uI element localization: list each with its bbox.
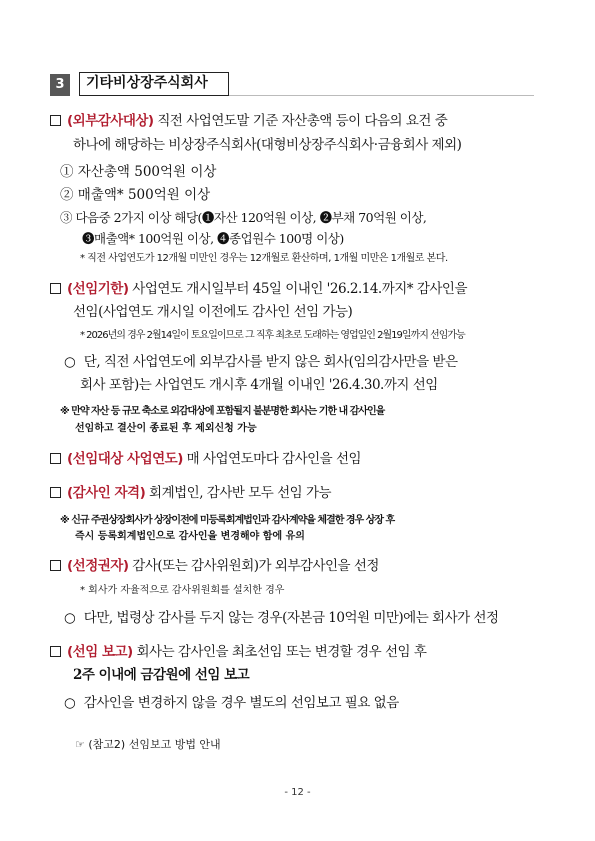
item2-tag: (선임기한) [67,281,129,297]
item5-footnote: * 회사가 자율적으로 감사위원회를 설치한 경우 [80,585,285,596]
item5-sub-text: 다만, 법령상 감사를 두지 않는 경우(자본금 10억원 미만)에는 회사가 선정 [83,610,499,626]
item6-line2: 2주 이내에 금감원에 선임 보고 [73,667,250,683]
checkbox-icon [50,115,61,126]
checkbox-icon [50,646,61,657]
section-number: 3 [50,74,70,96]
bullet-circle-icon: ○ [64,354,76,370]
item5-sub [64,609,499,628]
item1-condition-1: ① 자산총액 500억원 이상 [60,164,217,180]
checkbox-icon [50,453,61,464]
bullet-circle-icon: ○ [64,610,76,626]
item6-tag: (선임 보고) [67,644,133,660]
item4-tag: (감사인 자격) [67,485,146,501]
item1-condition-2: ② 매출액* 500억원 이상 [60,187,211,203]
item1-line2: 하나에 해당하는 비상장주식회사(대형비상장주식회사·금융회사 제외) [73,137,462,153]
item6-text: 회사는 감사인을 최초선임 또는 변경할 경우 선임 후 [132,644,427,660]
item1-tag: (외부감사대상) [67,113,154,129]
item5-tag: (선정권자) [67,558,129,574]
item2-sub-text1: 단, 직전 사업연도에 외부감사를 받지 않은 회사(임의감사만을 받은 [83,354,458,370]
item1-line1 [50,112,447,131]
item4-line [50,484,331,503]
item1-text: 직전 사업연도말 기준 자산총액 등이 다음의 요건 중 [153,113,448,129]
item2-sub-line2: 회사 포함)는 사업연도 개시후 4개월 이내인 '26.4.30.까지 선임 [80,377,438,393]
item2-footnote: * 2026년의 경우 2월14일이 토요일이므로 그 직후 최초로 도래하는 영업일인 2월19일까지 선임가능 [80,330,465,341]
item2-sub-line1 [64,353,457,372]
item6-line1 [50,643,426,662]
checkbox-icon [50,560,61,571]
item1-footnote: * 직전 사업연도가 12개월 미만인 경우는 12개월로 환산하며, 1개월 미만은 1개월로 본다. [80,253,448,264]
section-title: 기타비상장주식회사 [79,72,229,96]
item2-text: 사업연도 개시일부터 45일 이내인 '26.2.14.까지* 감사인을 [128,281,468,297]
item5-line [50,557,379,576]
item2-caution-line1: ※ 만약 자산 등 규모 축소로 외감대상에 포함될지 불분명한 회사는 기한 내 감사인을 [60,406,385,417]
item3-tag: (선임대상 사업연도) [67,451,183,467]
reference-link[interactable]: ☞ (참고2) 선임보고 방법 안내 [75,738,221,751]
item4-caution-line1: ※ 신규 주권상장회사가 상장이전에 미등록회계법인과 감사계약을 체결한 경우 상장 후 [60,515,395,526]
item6-sub-text: 감사인을 변경하지 않을 경우 별도의 선임보고 필요 없음 [83,695,399,711]
checkbox-icon [50,283,61,294]
bullet-circle-icon: ○ [64,695,76,711]
item4-text: 회계법인, 감사반 모두 선임 가능 [145,485,332,501]
item1-condition-3-line1: ③ 다음중 2가지 이상 해당(❶자산 120억원 이상, ❷부채 70억원 이상, [60,210,427,225]
item5-text: 감사(또는 감사위원회)가 외부감사인을 선정 [128,558,379,574]
item2-line2: 선임(사업연도 개시일 이전에도 감사인 선임 가능) [73,304,353,320]
item3-line [50,450,361,469]
item6-sub [64,694,399,713]
item2-caution-line2: 선임하고 결산이 종료된 후 제외신청 가능 [75,423,257,434]
item4-caution-line2: 즉시 등록회계법인으로 감사인을 변경해야 함에 유의 [75,531,305,542]
page-number: - 12 - [284,787,311,798]
item1-condition-3-line2: ❸매출액* 100억원 이상, ❹종업원수 100명 이상) [82,231,344,246]
item2-line1 [50,280,467,299]
item3-text: 매 사업연도마다 감사인을 선임 [182,451,362,467]
section-rule [229,95,534,96]
checkbox-icon [50,487,61,498]
